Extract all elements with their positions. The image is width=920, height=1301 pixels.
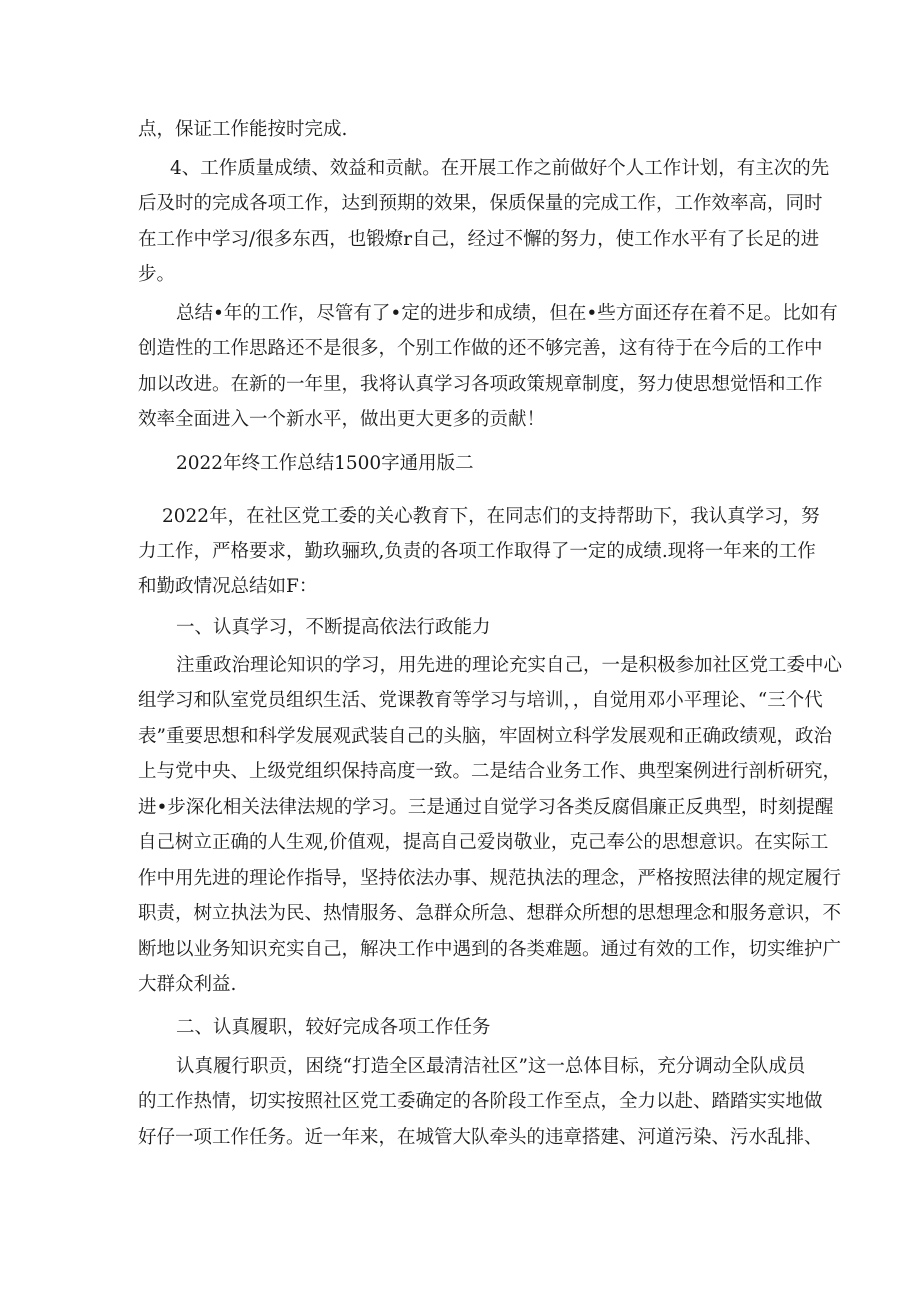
paragraph-line: 加以改进。在新的一年里，我将认真学习各项政策规章制度，努力使思想觉悟和工作 [138,374,823,395]
paragraph-line: 总结•年的工作，尽管有了•定的进步和成绩，但在•些方面还存在着不足。比如有 [176,303,838,324]
section-title: 二、认真履职，较好完成各项工作任务 [176,1017,491,1038]
paragraph-line: 好仔一项工作任务。近一年来，在城管大队牵头的违章搭建、河道污染、污水乱排、 [138,1127,823,1148]
paragraph-line: 注重政治理论知识的学习，用先进的理论充实自己，一是积极参加社区党工委中心 [176,655,843,676]
paragraph-line: 在工作中学习/很多东西，也锻燎r自己，经过不懈的努力，使工作水平有了长足的进 [138,229,820,250]
paragraph-line: 组学习和队室党员组织生活、党课教育等学习与培训，，自觉用邓小平理论、“三个代 [138,690,823,711]
paragraph-line: 自己树立正确的人生观,价值观，提高自己爱岗敬业，克己奉公的思想意识。在实际工 [138,832,829,853]
paragraph-line: 4、工作质量成绩、效益和贡献。在开展工作之前做好个人工作计划，有主次的先 [170,158,830,179]
paragraph-line: 力工作，严格要求，勤玖骊玖,负责的各项工作取得了一定的成绩.现将一年来的工作 [138,541,816,562]
paragraph-line: 点，保证工作能按时完成. [138,119,348,140]
paragraph-line: 职责，树立执法为民、热情服务、急群众所急、想群众所想的思想理念和服务意识，不 [138,903,842,924]
paragraph-line: 的工作热情，切实按照社区党工委确定的各阶段工作至点，全力以赴、踏踏实实地做 [138,1091,823,1112]
paragraph-line: 大群众利益. [138,974,237,995]
paragraph-line: 断地以业务知识充实自己，解决工作中遇到的各类难题。通过有效的工作，切实维护广 [138,939,842,960]
paragraph-line: 效率全面进入一个新水平，做出更大更多的贡献！ [138,409,546,430]
paragraph-line: 后及时的完成各项工作，达到预期的效果，保质保量的完成工作，工作效率高，同时 [138,193,823,214]
paragraph-line: 步。 [138,264,176,285]
paragraph-line: 进•步深化相关法律法规的学习。三是通过自觉学习各类反腐倡廉正反典型，时刻提醒 [138,797,834,818]
paragraph-line: 表”重要思想和科学发展观武装自己的头脑，牢固树立科学发展观和正确政绩观，政治 [138,726,832,747]
paragraph-line: 和勤政情况总结如F： [138,576,318,597]
section-title: 一、认真学习，不断提高依法行政能力 [176,617,491,638]
paragraph-line: 作中用先进的理论作指导，坚持依法办事、规范执法的理念，严格按照法律的规定履行 [138,868,842,889]
paragraph-line: 上与党中央、上级党组织保持高度一致。二是结合业务工作、典型案例进行剖析研究， [138,761,842,782]
paragraph-line: 创造性的工作思路还不是很多，个别工作做的还不够完善，这有待于在今后的工作中 [138,338,823,359]
paragraph-line: 2022年，在社区党工委的关心教育下，在同志们的支持帮助下，我认真学习，努 [162,506,820,527]
paragraph-line: 认真履行职贡，困绕“打造全区最清洁社区”这一总体目标，充分调动全队成员 [176,1056,806,1077]
section-heading: 2022年终工作总结1500字通用版二 [176,453,474,474]
